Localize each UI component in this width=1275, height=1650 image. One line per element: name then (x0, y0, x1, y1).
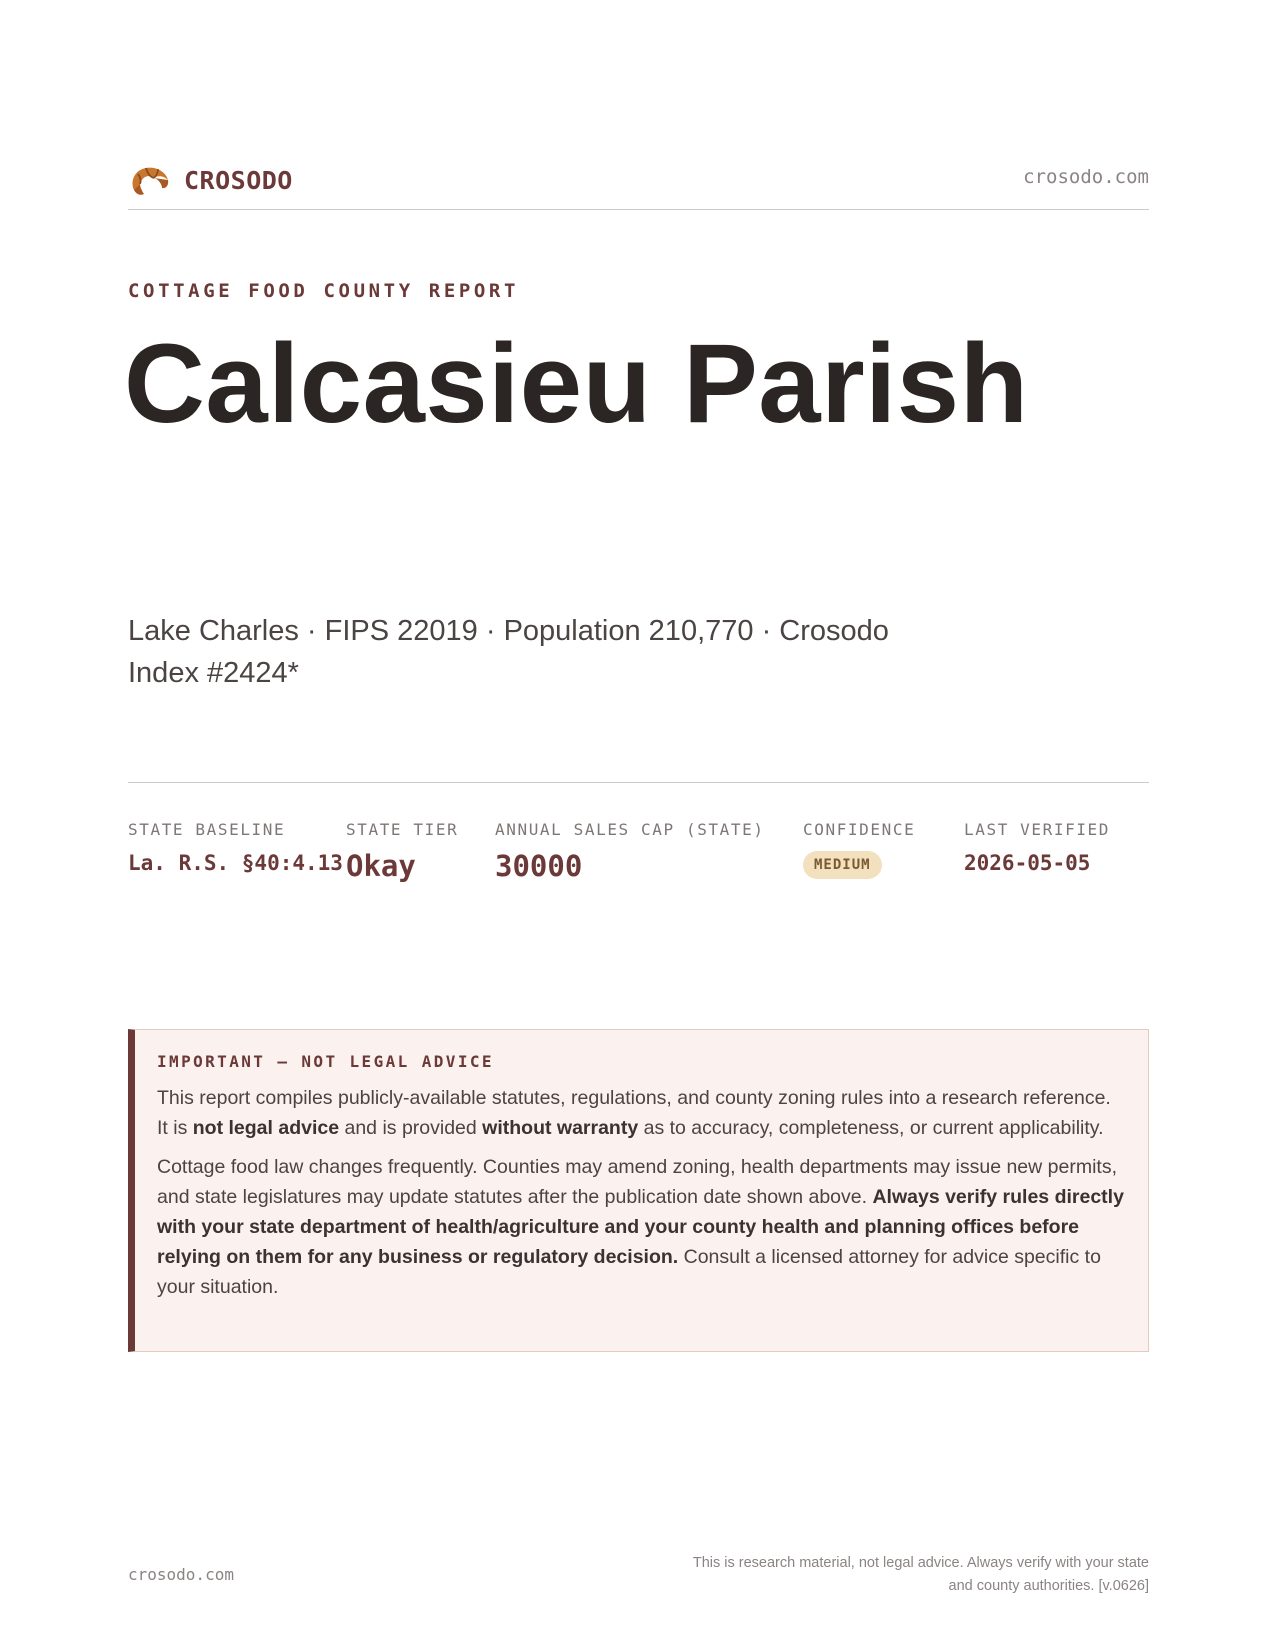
notice-paragraph (157, 1083, 1124, 1143)
report-page (124, 0, 1149, 1650)
notice-emphasis: without warranty (482, 1117, 639, 1139)
stat-label: STATE TIER (346, 820, 459, 839)
confidence-badge: MEDIUM (803, 851, 882, 879)
stat-label: STATE BASELINE (128, 820, 286, 839)
header-divider (128, 209, 1149, 210)
site-link[interactable]: crosodo.com (1023, 166, 1149, 188)
brand-logo[interactable] (128, 158, 293, 202)
stat-state-tier (346, 820, 458, 883)
stat-value: 30000 (495, 849, 583, 883)
footer-disclaimer-line: This is research material, not legal advice. Always verify with your state (692, 1555, 1149, 1571)
notice-emphasis: Always verify rules directly with your state department of health/agriculture and your county health and planning offices before relying on them for any business or regulatory decision. (157, 1186, 1124, 1268)
stat-value: Okay (346, 849, 416, 883)
page-header (128, 158, 1149, 202)
report-subtitle: Lake Charles · FIPS 22019 · Population 210,770 · Crosodo Index #2424* (128, 615, 889, 689)
notice-text: Consult a licensed attorney for advice specific to your situation. (157, 1246, 1101, 1298)
stat-label: CONFIDENCE (803, 820, 916, 839)
notice-paragraph (157, 1152, 1124, 1302)
footer-site-link[interactable]: crosodo.com (128, 1565, 234, 1584)
page-title: Calcasieu Parish (124, 321, 1029, 446)
stat-sales-cap (495, 820, 765, 883)
notice-emphasis: not legal advice (192, 1117, 340, 1139)
notice-heading: IMPORTANT — NOT LEGAL ADVICE (157, 1052, 494, 1071)
footer-disclaimer (629, 1552, 1149, 1598)
report-eyebrow: COTTAGE FOOD COUNTY REPORT (128, 280, 520, 302)
stat-last-verified (964, 820, 1110, 875)
stat-confidence (803, 820, 915, 879)
notice-text: as to accuracy, completeness, or current applicability. (638, 1117, 1104, 1139)
stat-value: 2026-05-05 (964, 851, 1091, 875)
stats-row (128, 820, 1149, 900)
stat-state-baseline (128, 820, 343, 875)
croissant-icon (128, 160, 170, 200)
notice-text: and is provided (339, 1117, 483, 1139)
notice-text: This report compiles publicly-available statutes, regulations, and county zoning rules into a research reference. It is (157, 1087, 1111, 1139)
legal-notice (128, 1029, 1149, 1352)
stats-divider (128, 782, 1149, 783)
footer-disclaimer-line: and county authorities. [v.0626] (948, 1578, 1149, 1594)
notice-text: Cottage food law changes frequently. Counties may amend zoning, health departments may issue new permits, and state legislatures may update statutes after the publication date shown above. (157, 1156, 1117, 1208)
stat-label: ANNUAL SALES CAP (STATE) (495, 820, 765, 839)
stat-label: LAST VERIFIED (964, 820, 1111, 839)
stat-value: La. R.S. §40:4.13 (128, 851, 343, 875)
brand-name: CROSODO (184, 165, 293, 195)
